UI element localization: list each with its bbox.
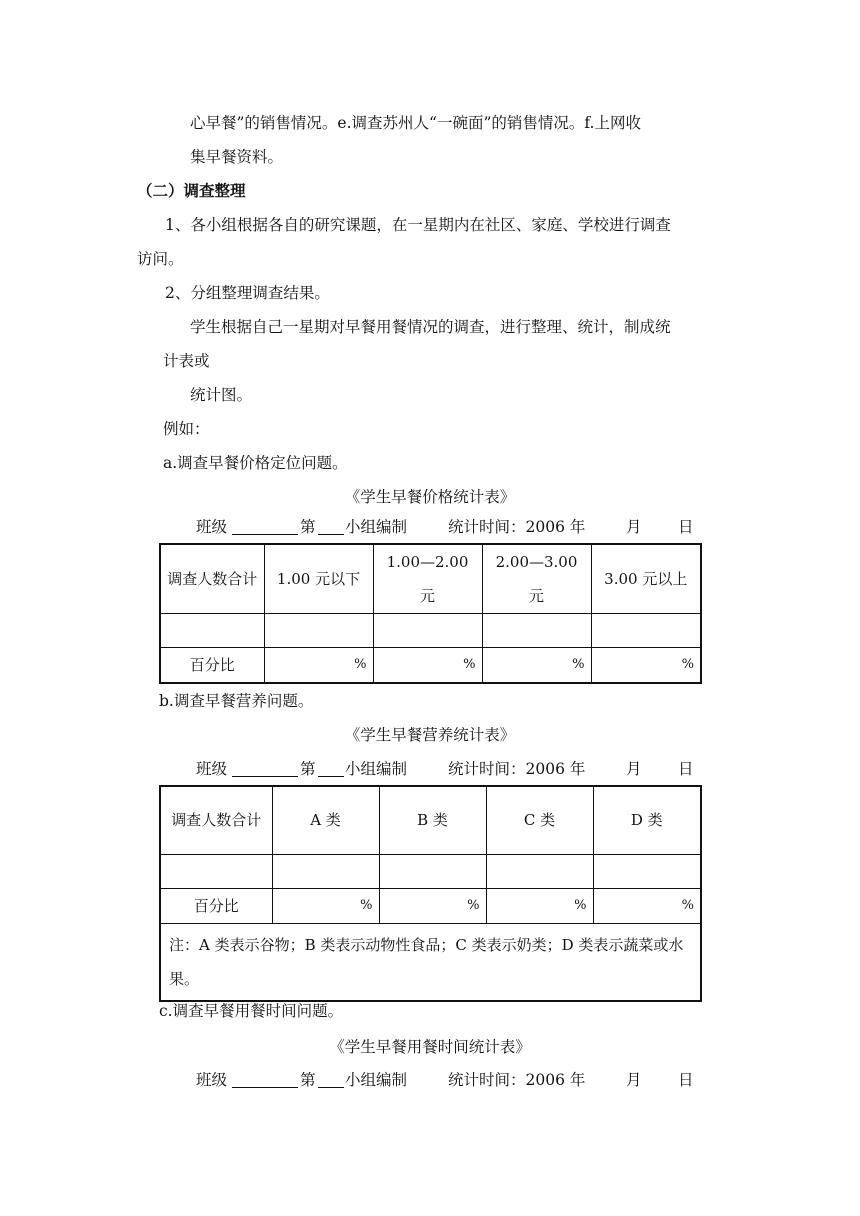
row-label: 百分比 (160, 888, 272, 923)
class-label: 班级 (196, 518, 228, 536)
price-table (159, 543, 702, 684)
paragraph-line: 例如： (163, 420, 210, 438)
table-row (160, 614, 701, 648)
empty-cell (379, 854, 486, 888)
paragraph-line: b.调查早餐营养问题。 (159, 692, 314, 710)
paragraph-line: 计表或 (163, 352, 210, 370)
paragraph-line: 心早餐”的销售情况。e.调查苏州人“一碗面”的销售情况。f.上网收 (190, 114, 641, 132)
empty-cell (591, 614, 701, 648)
table-title: 《学生早餐营养统计表》 (344, 726, 516, 744)
group-blank (318, 758, 344, 783)
header-cell: C 类 (486, 786, 593, 854)
header-cell: D 类 (593, 786, 701, 854)
paragraph-line: 访问。 (137, 250, 184, 268)
header-cell: B 类 (379, 786, 486, 854)
group-suffix: 小组编制 (345, 1071, 408, 1089)
class-blank (232, 1069, 298, 1094)
day-label: 日 (678, 760, 694, 778)
table-row (160, 786, 701, 854)
empty-cell (482, 614, 591, 648)
percent-cell: % (379, 888, 486, 923)
table-row (160, 923, 701, 1001)
group-prefix: 第 (300, 760, 316, 778)
empty-cell (272, 854, 379, 888)
paragraph-line: c.调查早餐用餐时间问题。 (159, 1002, 344, 1020)
empty-cell (160, 614, 264, 648)
time-label: 统计时间：2006 年 (448, 1071, 586, 1089)
table-title: 《学生早餐用餐时间统计表》 (329, 1038, 531, 1056)
table-row (160, 544, 701, 614)
header-cell: 2.00—3.00 元 (482, 544, 591, 614)
empty-cell (486, 854, 593, 888)
section-heading: （二）调查整理 (137, 182, 246, 200)
time-label: 统计时间：2006 年 (448, 760, 586, 778)
empty-cell (593, 854, 701, 888)
empty-cell (160, 854, 272, 888)
group-suffix: 小组编制 (345, 518, 408, 536)
percent-cell: % (486, 888, 593, 923)
nutrition-table (159, 785, 702, 1002)
class-label: 班级 (196, 1071, 228, 1089)
header-cell: 调查人数合计 (160, 544, 264, 614)
paragraph-line: 2、分组整理调查结果。 (165, 284, 330, 302)
header-cell: A 类 (272, 786, 379, 854)
group-blank (318, 516, 344, 541)
row-label: 百分比 (160, 648, 264, 684)
class-blank (232, 516, 298, 541)
class-label: 班级 (196, 760, 228, 778)
table-row (160, 648, 701, 684)
month-label: 月 (626, 760, 642, 778)
header-cell: 3.00 元以上 (591, 544, 701, 614)
empty-cell (373, 614, 482, 648)
group-prefix: 第 (300, 1071, 316, 1089)
group-suffix: 小组编制 (345, 760, 408, 778)
day-label: 日 (678, 518, 694, 536)
percent-cell: % (264, 648, 373, 684)
group-prefix: 第 (300, 518, 316, 536)
paragraph-line: 集早餐资料。 (190, 148, 284, 166)
percent-cell: % (272, 888, 379, 923)
header-cell: 1.00—2.00 元 (373, 544, 482, 614)
paragraph-line: a.调查早餐价格定位问题。 (163, 454, 348, 472)
paragraph-line: 统计图。 (190, 386, 253, 404)
table-row (160, 854, 701, 888)
day-label: 日 (678, 1071, 694, 1089)
percent-cell: % (482, 648, 591, 684)
table-title: 《学生早餐价格统计表》 (344, 488, 516, 506)
header-cell: 调查人数合计 (160, 786, 272, 854)
time-label: 统计时间：2006 年 (448, 518, 586, 536)
month-label: 月 (626, 1071, 642, 1089)
month-label: 月 (626, 518, 642, 536)
empty-cell (264, 614, 373, 648)
paragraph-line: 学生根据自己一星期对早餐用餐情况的调查，进行整理、统计，制成统 (190, 318, 671, 336)
class-blank (232, 758, 298, 783)
table-note: 注：A 类表示谷物；B 类表示动物性食品；C 类表示奶类；D 类表示蔬菜或水果。 (160, 923, 701, 1001)
header-cell: 1.00 元以下 (264, 544, 373, 614)
table-row (160, 888, 701, 923)
percent-cell: % (373, 648, 482, 684)
percent-cell: % (591, 648, 701, 684)
group-blank (318, 1069, 344, 1094)
paragraph-line: 1、各小组根据各自的研究课题，在一星期内在社区、家庭、学校进行调查 (165, 216, 671, 234)
percent-cell: % (593, 888, 701, 923)
